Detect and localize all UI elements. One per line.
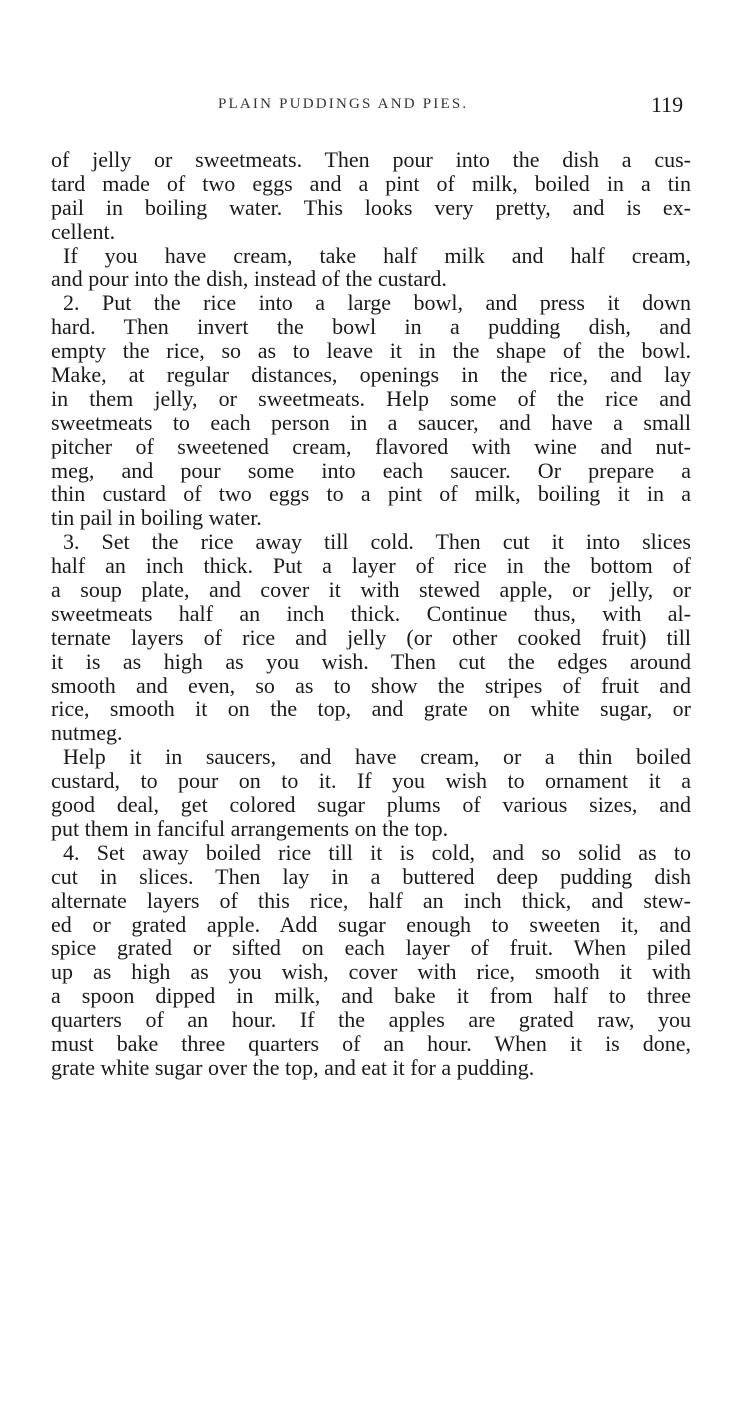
running-title: PLAIN PUDDINGS AND PIES. — [218, 96, 469, 112]
text-line: sweetmeats to each person in a saucer, and have a small — [51, 409, 691, 435]
text-line: sweetmeats half an inch thick. Continue thus, with al- — [51, 600, 691, 626]
text-line: 4. Set away boiled rice till it is cold, and so solid as to — [63, 839, 691, 865]
text-line: cellent. — [51, 218, 116, 244]
text-line: rice, smooth it on the top, and grate on white sugar, or — [51, 696, 691, 722]
text-line: nutmeg. — [51, 720, 123, 746]
text-line: empty the rice, so as to leave it in the shape of the bowl. — [51, 338, 691, 364]
text-line: ed or grated apple. Add sugar enough to sweeten it, and — [51, 911, 691, 937]
text-line: pitcher of sweetened cream, flavored with wine and nut- — [51, 433, 691, 459]
text-line: and pour into the dish, instead of the custard. — [51, 266, 447, 292]
text-line: Make, at regular distances, openings in the rice, and lay — [51, 362, 691, 388]
text-line: cut in slices. Then lay in a buttered deep pudding dish — [51, 863, 691, 889]
text-line: If you have cream, take half milk and half cream, — [63, 242, 691, 268]
text-line: pail in boiling water. This looks very pretty, and is ex- — [51, 194, 691, 220]
text-line: it is as high as you wish. Then cut the edges around — [51, 648, 691, 674]
text-line: 2. Put the rice into a large bowl, and press it down — [63, 290, 691, 316]
text-line: up as high as you wish, cover with rice, smooth it with — [51, 959, 691, 985]
text-line: a spoon dipped in milk, and bake it from half to three — [51, 983, 691, 1009]
text-line: put them in fanciful arrangements on the top. — [51, 815, 449, 841]
text-line: ternate layers of rice and jelly (or other cooked fruit) till — [51, 624, 691, 650]
text-line: a soup plate, and cover it with stewed apple, or jelly, or — [51, 577, 691, 603]
text-line: of jelly or sweetmeats. Then pour into the dish a cus- — [51, 147, 691, 172]
text-line: good deal, get colored sugar plums of various sizes, and — [51, 792, 691, 818]
text-line: thin custard of two eggs to a pint of milk, boiling it in a — [51, 481, 691, 507]
text-line: half an inch thick. Put a layer of rice in the bottom of — [51, 553, 691, 579]
page-number: 119 — [651, 92, 684, 117]
text-line: tard made of two eggs and a pint of milk, boiled in a tin — [51, 170, 691, 196]
body-text — [51, 148, 691, 1080]
text-line: in them jelly, or sweetmeats. Help some of the rice and — [51, 385, 691, 411]
text-line: spice grated or sifted on each layer of fruit. When piled — [51, 935, 691, 961]
text-line: meg, and pour some into each saucer. Or prepare a — [51, 457, 691, 483]
text-line: quarters of an hour. If the apples are grated raw, you — [51, 1007, 691, 1033]
text-line: custard, to pour on to it. If you wish to ornament it a — [51, 768, 691, 794]
running-head — [0, 92, 750, 122]
text-line: 3. Set the rice away till cold. Then cut it into slices — [63, 529, 691, 555]
text-line: smooth and even, so as to show the stripes of fruit and — [51, 672, 691, 698]
text-line: Help it in saucers, and have cream, or a thin boiled — [63, 744, 691, 770]
text-line: grate white sugar over the top, and eat it for a pudding. — [51, 1054, 535, 1080]
text-line: must bake three quarters of an hour. When it is done, — [51, 1030, 691, 1056]
text-line: tin pail in boiling water. — [51, 505, 262, 531]
text-line: hard. Then invert the bowl in a pudding dish, and — [51, 314, 691, 340]
text-line: alternate layers of this rice, half an inch thick, and stew- — [51, 887, 691, 913]
